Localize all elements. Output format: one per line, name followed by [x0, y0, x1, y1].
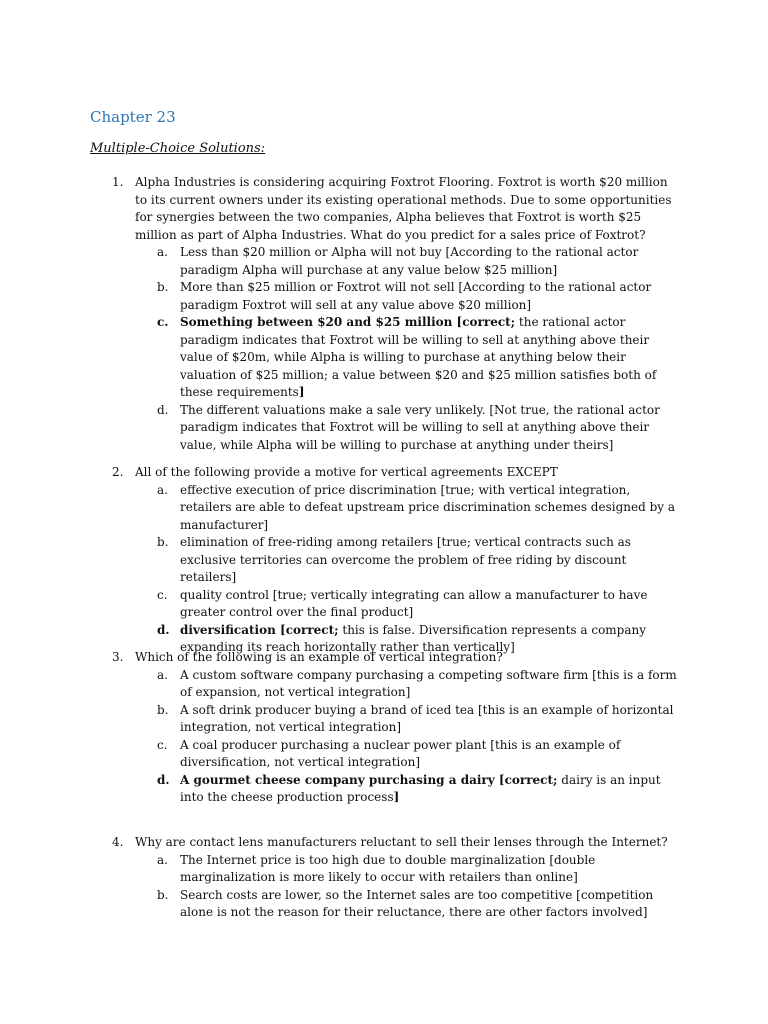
- answer-options: [112, 667, 680, 807]
- option-letter: d.: [157, 622, 170, 637]
- question-number: 4.: [112, 835, 124, 849]
- option-letter: b.: [157, 535, 169, 549]
- answer-option: [157, 402, 680, 455]
- option-letter: d.: [157, 772, 170, 787]
- option-letter: c.: [157, 315, 169, 329]
- question-2: [112, 464, 680, 657]
- answer-option: [157, 482, 680, 535]
- option-letter: a.: [157, 245, 168, 259]
- correct-answer-option: [157, 772, 680, 807]
- correct-marker: correct;: [462, 315, 516, 329]
- option-text: The different valuations make a sale very unlikely. [Not true, the rational actor paradigm indicates that Foxtrot will be willing to sell at anything above their value, while Alpha will be willing to purchase at anything under theirs]: [180, 402, 660, 452]
- option-text: A coal producer purchasing a nuclear power plant [this is an example of diversification, not vertical integration]: [180, 737, 621, 769]
- question-text: Which of the following is an example of vertical integration?: [135, 650, 503, 664]
- answer-option: [157, 534, 680, 587]
- question-number: 1.: [112, 175, 124, 189]
- correct-marker: correct;: [285, 622, 339, 637]
- answer-option: [157, 667, 680, 702]
- option-letter: b.: [157, 702, 169, 717]
- chapter-title: Chapter 23: [90, 108, 176, 126]
- option-text: the rational actor paradigm indicates that Foxtrot will be willing to sell at anything above their value of $20m, while Alpha is willing to purchase at anything below their valuation of $25 million; a value between $20 and $25 million satisfies both of these requirements: [180, 315, 657, 399]
- option-bold-tail: ]: [393, 790, 400, 804]
- option-text: this is false. Diversification represents a company expanding its reach horizontally rather than vertically]: [180, 622, 647, 654]
- question-text: All of the following provide a motive for vertical agreements EXCEPT: [135, 465, 558, 479]
- answer-option: [157, 244, 680, 279]
- option-letter: a.: [157, 482, 168, 497]
- answer-option: [157, 852, 680, 887]
- option-letter: c.: [157, 587, 168, 602]
- correct-answer-option: [157, 314, 680, 402]
- option-text: effective execution of price discrimination [true; with vertical integration, retailers are able to defeat upstream price discrimination schemes designed by a manufacturer]: [180, 482, 676, 532]
- answer-option: [157, 279, 680, 314]
- answer-option: [157, 587, 680, 622]
- question-4: [112, 834, 680, 922]
- question-number: 3.: [112, 650, 124, 664]
- question-3: [112, 649, 680, 807]
- option-letter: a.: [157, 852, 168, 867]
- answer-option: [157, 887, 680, 922]
- option-letter: d.: [157, 402, 169, 417]
- section-subtitle: Multiple-Choice Solutions:: [90, 141, 266, 156]
- option-bold-tail: ]: [298, 385, 305, 399]
- option-text: More than $25 million or Foxtrot will not sell [According to the rational actor paradigm Foxtrot will sell at any value above $20 million]: [180, 280, 652, 312]
- option-letter: a.: [157, 667, 168, 682]
- answer-option: [157, 702, 680, 737]
- answer-options: [112, 482, 680, 657]
- correct-marker: correct;: [504, 772, 558, 787]
- option-text: A soft drink producer buying a brand of iced tea [this is an example of horizontal integration, not vertical integration]: [180, 702, 674, 734]
- question-text: Why are contact lens manufacturers reluctant to sell their lenses through the Internet?: [135, 835, 668, 849]
- option-text: Less than $20 million or Alpha will not buy [According to the rational actor paradigm Alpha will purchase at any value below $25 million]: [180, 245, 639, 277]
- option-bold-lead: A gourmet cheese company purchasing a dairy [: [180, 772, 505, 787]
- option-text: A custom software company purchasing a competing software firm [this is a form of expansion, not vertical integration]: [180, 667, 677, 699]
- answer-option: [157, 737, 680, 772]
- option-text: elimination of free-riding among retailers [true; vertical contracts such as exclusive territories can overcome the problem of free riding by discount retailers]: [180, 535, 631, 584]
- option-letter: b.: [157, 280, 169, 294]
- option-text: dairy is an input into the cheese production process: [180, 772, 661, 804]
- option-text: quality control [true; vertically integrating can allow a manufacturer to have greater control over the final product]: [180, 587, 648, 619]
- option-letter: b.: [157, 887, 169, 902]
- question-number: 2.: [112, 465, 124, 479]
- option-bold-lead: diversification [: [180, 622, 286, 637]
- question-text: Alpha Industries is considering acquiring Foxtrot Flooring. Foxtrot is worth $20 million to its current owners under its existing operational methods. Due to some opportunities for synergies between the two companies, Alpha believes that Foxtrot is worth $25 million as part of Alpha Industries. What do you predict for a sales price of Foxtrot?: [135, 175, 672, 242]
- option-bold-lead: Something between $20 and $25 million [: [180, 315, 463, 329]
- option-text: Search costs are lower, so the Internet sales are too competitive [competition alone is not the reason for their reluctance, there are other factors involved]: [180, 887, 654, 919]
- answer-options: [112, 852, 680, 922]
- option-text: The Internet price is too high due to double marginalization [double marginalization is more likely to occur with retailers than online]: [180, 852, 596, 884]
- option-letter: c.: [157, 737, 168, 752]
- question-1: [112, 174, 680, 454]
- answer-options: [112, 244, 680, 454]
